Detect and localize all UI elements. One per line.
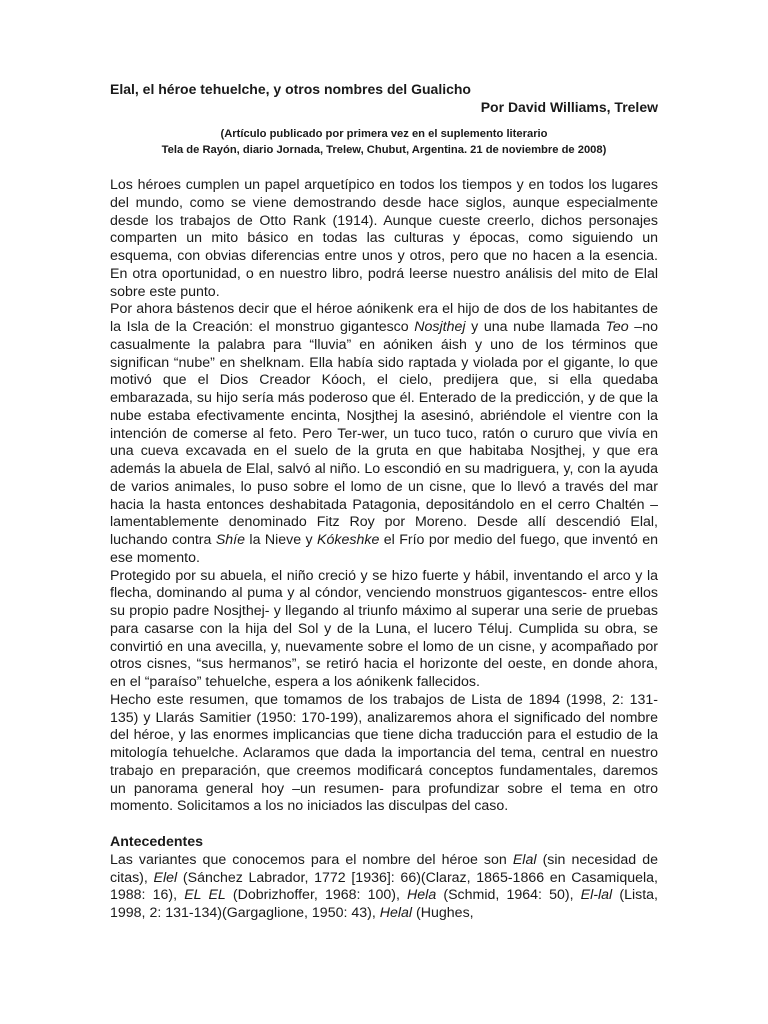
section-body [110, 852, 658, 923]
text-run: (Dobrizhoffer, 1968: 100), [225, 887, 408, 904]
text-run: (Hughes, [412, 905, 474, 921]
author-byline: Por David Williams, Trelew [480, 99, 658, 115]
publication-note [110, 126, 658, 158]
text-run: (sin necesidad de citas), [110, 851, 658, 886]
publication-note-line: (Artículo publicado por primera vez en el suplemento literario [220, 128, 548, 140]
text-run: (Schmid, 1964: 50), [436, 887, 581, 904]
italic-term: Nosjthej [414, 319, 466, 335]
italic-term: Elel [153, 869, 178, 886]
publication-note-line: Tela de Rayón, diario Jornada, Trelew, Chubut, Argentina. 21 de noviembre de 2008) [161, 144, 607, 156]
text-run: el Frío por medio del fuego, que inventó en ese momento. [110, 532, 658, 566]
text-run: la Nieve y [245, 532, 318, 548]
italic-term: Shíe [215, 532, 246, 548]
italic-term: Kókeshke [317, 532, 380, 548]
italic-term: Teo [605, 319, 629, 335]
text-run: (Sánchez Labrador, 1772 [1936]: 66)(Claraz, 1865-1866 en Casamiquela, 1988: 16), [110, 869, 659, 904]
italic-term: Elal [512, 851, 537, 868]
italic-term: Hela [407, 887, 437, 904]
text-run: –no casualmente la palabra para “lluvia” en aóniken áish y uno de los términos que significan “nube” en shelknam. Ella había sido raptada y violada por el gigante, lo que motivó que el Dios Creador Kóoch, el cielo, predijera que, si ella quedaba embarazada, su hijo sería más poderoso que él. Enterado de la predicción, y de que la nube estaba efectivamente encinta, Nosjthej la asesinó, abriéndole el vientre con la intención de comerse al feto. Pero Ter-wer, un tuco tuco, ratón o cururo que vivía en una cueva excavada en el suelo de la gruta en que habitaba Nosjthej, y que era además la abuela de Elal, salvó al niño. Lo escondió en su madriguera, y, con la ayuda de varios animales, lo puso sobre el lomo de un cisne, que lo llevó a través del mar hacia la hasta entonces deshabitada Patagonia, depositándolo en el cerro Chaltén – lamentablemente denominado Fitz Roy por Moreno. Desde allí descendió Elal, luchando contra [110, 319, 658, 548]
article-body [110, 177, 658, 816]
italic-term: EL EL [184, 887, 226, 904]
italic-term: El-lal [580, 887, 613, 904]
text-run: Los héroes cumplen un papel arquetípico en todos los tiempos y en todos los lugares del mundo, como se viene demostrando desde hace siglos, aunque especialmente desde los trabajos de Otto Rank (1914). Aunque cueste creerlo, dichos personajes comparten un mito básico en todas las culturas y épocas, como siguiendo un esquema, con obvias diferencias entre unos y otros, pero que no hacen a la esencia. En otra oportunidad, o en nuestro libro, podrá leerse nuestro análisis del mito de Elal sobre este punto. [110, 177, 658, 300]
document-page [110, 80, 658, 923]
text-run: Las variantes que conocemos para el nombre del héroe son [110, 851, 513, 868]
paragraph-summary [110, 692, 658, 816]
text-run: (Lista, 1998, 2: 131-134)(Gargaglione, 1950: 43), [110, 887, 658, 921]
paragraph-antecedentes [110, 852, 658, 923]
article-title: Elal, el héroe tehuelche, y otros nombres del Gualicho [110, 81, 471, 97]
text-run: Hecho este resumen, que tomamos de los trabajos de Lista de 1894 (1998, 2: 131-135) y Llarás Samitier (1950: 170-199), analizaremos ahora el significado del nombre del héroe, y las enormes implicancias que tiene dicha traducción para el estudio de la mitología tehuelche. Aclaramos que dada la importancia del tema, central en nuestro trabajo en preparación, que creemos modificará conceptos fundamentales, daremos un panorama general hoy –un resumen- para profundizar sobre el tema en otro momento. Solicitamos a los no iniciados las disculpas del caso. [110, 691, 658, 815]
text-run: Protegido por su abuela, el niño creció y se hizo fuerte y hábil, inventando el arco y la flecha, dominando al puma y al cóndor, venciendo monstruos gigantescos- entre ellos su propio padre Nosjthej- y llegando al triunfo máximo al superar una serie de pruebas para casarse con la hija del Sol y de la Luna, el lucero Téluj. Cumplida su obra, se convirtió en una avecilla, y, nuevamente sobre el lomo de un cisne, y acompañado por otros cisnes, “sus hermanos”, se retiró hacia el horizonte del oeste, en donde ahora, en el “paraíso” tehuelche, espera a los aónikenk fallecidos. [110, 567, 658, 690]
paragraph-hero-life [110, 568, 658, 692]
text-run: Por ahora bástenos decir que el héroe aónikenk era el hijo de dos de los habitantes de la Isla de la Creación: el monstruo gigantesco [110, 301, 658, 335]
italic-term: Helal [379, 905, 413, 921]
paragraph-myth [110, 301, 658, 567]
text-run: y una nube llamada [465, 319, 606, 335]
paragraph-intro [110, 177, 658, 301]
section-heading: Antecedentes [110, 834, 204, 850]
